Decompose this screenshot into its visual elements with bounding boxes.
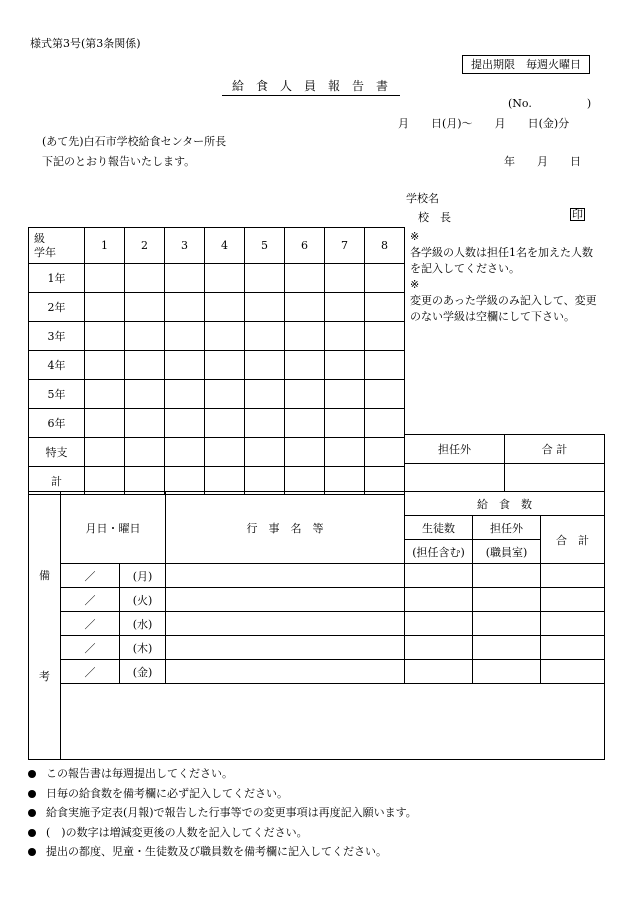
- count-cell[interactable]: [125, 380, 165, 409]
- day-row: [29, 636, 605, 660]
- count-cell[interactable]: [125, 322, 165, 351]
- grand-total-cell[interactable]: [505, 464, 605, 492]
- note-mark: ※: [410, 230, 420, 243]
- outside-cell[interactable]: [473, 564, 541, 588]
- count-cell[interactable]: [205, 409, 245, 438]
- day-row: [29, 660, 605, 684]
- day-row: [29, 588, 605, 612]
- count-cell[interactable]: [365, 264, 405, 293]
- remarks-label: [29, 492, 61, 760]
- remarks-label-bottom: 考: [39, 669, 50, 683]
- count-cell[interactable]: [85, 293, 125, 322]
- count-cell[interactable]: [85, 264, 125, 293]
- total-cell[interactable]: [541, 588, 605, 612]
- count-cell[interactable]: [285, 293, 325, 322]
- count-cell[interactable]: [205, 351, 245, 380]
- students-sub: (担任含む): [405, 540, 473, 564]
- instruction-item: [28, 764, 417, 784]
- note-mark: ※: [410, 278, 420, 291]
- count-cell[interactable]: [365, 409, 405, 438]
- count-cell[interactable]: [165, 322, 205, 351]
- class-number: 1: [85, 228, 125, 264]
- title-underline: [222, 95, 400, 96]
- event-cell[interactable]: [166, 564, 405, 588]
- instruction-text: 日毎の給食数を備考欄に必ず記入してください。: [46, 786, 288, 800]
- grade-label: 3年: [29, 322, 85, 351]
- instruction-text: ( )の数字は増減変更後の人数を記入してください。: [46, 825, 308, 839]
- bullet-icon: [28, 809, 36, 817]
- outside-homeroom-header: 担任外: [405, 435, 505, 464]
- count-cell[interactable]: [85, 438, 125, 467]
- count-cell[interactable]: [365, 380, 405, 409]
- event-cell[interactable]: [166, 612, 405, 636]
- outside-sub: (職員室): [473, 540, 541, 564]
- count-cell[interactable]: [325, 293, 365, 322]
- count-cell[interactable]: [245, 293, 285, 322]
- count-cell[interactable]: [205, 264, 245, 293]
- count-cell[interactable]: [165, 409, 205, 438]
- day-row: [29, 612, 605, 636]
- event-cell[interactable]: [166, 660, 405, 684]
- grade-label: 2年: [29, 293, 85, 322]
- count-cell[interactable]: [325, 351, 365, 380]
- total-header: 合 計: [541, 516, 605, 564]
- count-cell[interactable]: [285, 351, 325, 380]
- grade-row: [29, 322, 405, 351]
- count-cell[interactable]: [85, 380, 125, 409]
- total-label: 計: [29, 467, 85, 495]
- class-number: 6: [285, 228, 325, 264]
- count-cell[interactable]: [365, 438, 405, 467]
- special-row: [29, 438, 405, 467]
- outside-total-table: [404, 434, 605, 492]
- students-cell[interactable]: [405, 636, 473, 660]
- weekday: (木): [120, 636, 166, 660]
- outside-cell[interactable]: [473, 660, 541, 684]
- class-number: 3: [165, 228, 205, 264]
- grid-corner: [29, 228, 85, 264]
- notes: [410, 229, 600, 325]
- students-header: 生徒数: [405, 516, 473, 540]
- count-cell[interactable]: [165, 438, 205, 467]
- outside-header: 担任外: [473, 516, 541, 540]
- count-cell[interactable]: [165, 351, 205, 380]
- instruction-text: 提出の都度、児童・生徒数及び職員数を備考欄に記入してください。: [46, 845, 387, 858]
- bullet-icon: [28, 790, 36, 798]
- count-cell[interactable]: [85, 409, 125, 438]
- seal-mark: 印: [572, 208, 583, 221]
- day-row: [29, 564, 605, 588]
- bullet-icon: [28, 829, 36, 837]
- form-id: 様式第3号(第3条関係): [30, 37, 141, 50]
- event-header: 行 事 名 等: [166, 492, 405, 564]
- total-cell[interactable]: [541, 564, 605, 588]
- event-cell[interactable]: [166, 588, 405, 612]
- count-cell[interactable]: [165, 380, 205, 409]
- count-cell[interactable]: [125, 264, 165, 293]
- addressee: (あて先)白石市学校給食センター所長: [42, 135, 227, 148]
- count-cell[interactable]: [325, 322, 365, 351]
- count-cell[interactable]: [365, 322, 405, 351]
- count-cell[interactable]: [165, 264, 205, 293]
- corner-class: 級: [34, 231, 45, 245]
- grand-total-header: 合 計: [505, 435, 605, 464]
- date-line: 年 月 日: [504, 155, 581, 168]
- class-number: 7: [325, 228, 365, 264]
- grade-label: 4年: [29, 351, 85, 380]
- count-cell[interactable]: [205, 293, 245, 322]
- count-cell[interactable]: [85, 351, 125, 380]
- count-cell[interactable]: [205, 380, 245, 409]
- school-name-label: 学校名: [406, 192, 439, 205]
- students-cell[interactable]: [405, 588, 473, 612]
- weekday: (火): [120, 588, 166, 612]
- count-cell[interactable]: [365, 293, 405, 322]
- count-cell[interactable]: [205, 438, 245, 467]
- class-number: 8: [365, 228, 405, 264]
- total-cell[interactable]: [541, 612, 605, 636]
- date-slash[interactable]: ／: [61, 612, 120, 636]
- count-cell[interactable]: [285, 322, 325, 351]
- count-cell[interactable]: [285, 409, 325, 438]
- students-cell[interactable]: [405, 612, 473, 636]
- instruction-list: [28, 764, 417, 862]
- count-cell[interactable]: [125, 351, 165, 380]
- period-line: 月 日(月)～ 月 日(金)分: [398, 117, 570, 130]
- grade-label: 6年: [29, 409, 85, 438]
- note-text: 各学級の人数は担任1名を加えた人数を記入してください。: [410, 246, 593, 275]
- grade-label: 5年: [29, 380, 85, 409]
- grade-row: [29, 380, 405, 409]
- principal-label: 校 長: [418, 211, 451, 224]
- remarks-label-top: 備: [39, 568, 50, 582]
- count-cell[interactable]: [245, 438, 285, 467]
- date-header: 月日・曜日: [61, 492, 166, 564]
- count-cell[interactable]: [285, 438, 325, 467]
- total-cell[interactable]: [541, 660, 605, 684]
- corner-grade: 学年: [34, 245, 56, 259]
- count-cell[interactable]: [125, 438, 165, 467]
- outside-cell[interactable]: [473, 612, 541, 636]
- count-cell[interactable]: [205, 322, 245, 351]
- date-slash[interactable]: ／: [61, 660, 120, 684]
- meals-header: 給 食 数: [405, 492, 605, 516]
- class-number: 5: [245, 228, 285, 264]
- count-cell[interactable]: [125, 409, 165, 438]
- total-cell[interactable]: [541, 636, 605, 660]
- class-grid: [28, 227, 405, 495]
- intro-text: 下記のとおり報告いたします。: [42, 155, 196, 168]
- grade-row: [29, 293, 405, 322]
- count-cell[interactable]: [285, 264, 325, 293]
- count-cell[interactable]: [365, 351, 405, 380]
- count-cell[interactable]: [325, 380, 365, 409]
- bullet-icon: [28, 848, 36, 856]
- weekday: (水): [120, 612, 166, 636]
- bullet-icon: [28, 770, 36, 778]
- count-cell[interactable]: [325, 409, 365, 438]
- count-cell[interactable]: [325, 264, 365, 293]
- count-cell[interactable]: [245, 351, 285, 380]
- count-cell[interactable]: [245, 264, 285, 293]
- grade-row: [29, 351, 405, 380]
- deadline-box: 提出期限 毎週火曜日: [462, 55, 590, 74]
- instruction-item: [28, 803, 417, 823]
- date-slash[interactable]: ／: [61, 564, 120, 588]
- grade-row: [29, 409, 405, 438]
- count-cell[interactable]: [245, 409, 285, 438]
- weekday: (金): [120, 660, 166, 684]
- outside-homeroom-cell[interactable]: [405, 464, 505, 492]
- instruction-item: [28, 784, 417, 804]
- special-label: 特支: [29, 438, 85, 467]
- page-title: 給 食 人 員 報 告 書: [232, 79, 389, 93]
- weekday: (月): [120, 564, 166, 588]
- count-cell[interactable]: [85, 322, 125, 351]
- free-remarks-area[interactable]: [61, 684, 605, 760]
- instruction-text: この報告書は毎週提出してください。: [46, 767, 233, 780]
- class-number: 4: [205, 228, 245, 264]
- date-slash[interactable]: ／: [61, 636, 120, 660]
- remarks-table: [28, 491, 605, 760]
- number-label: (No. ): [508, 97, 592, 110]
- outside-cell[interactable]: [473, 588, 541, 612]
- count-cell[interactable]: [125, 293, 165, 322]
- note-text: 変更のあった学級のみ記入して、変更のない学級は空欄にして下さい。: [410, 294, 597, 323]
- event-cell[interactable]: [166, 636, 405, 660]
- instruction-item: [28, 823, 417, 843]
- instruction-item: [28, 842, 417, 862]
- students-cell[interactable]: [405, 660, 473, 684]
- grade-row: [29, 264, 405, 293]
- students-cell[interactable]: [405, 564, 473, 588]
- date-slash[interactable]: ／: [61, 588, 120, 612]
- count-cell[interactable]: [245, 322, 285, 351]
- count-cell[interactable]: [245, 380, 285, 409]
- outside-cell[interactable]: [473, 636, 541, 660]
- instruction-text: 給食実施予定表(月報)で報告した行事等での変更事項は再度記入願います。: [46, 806, 417, 819]
- grade-label: 1年: [29, 264, 85, 293]
- count-cell[interactable]: [165, 293, 205, 322]
- count-cell[interactable]: [325, 438, 365, 467]
- class-number: 2: [125, 228, 165, 264]
- count-cell[interactable]: [285, 380, 325, 409]
